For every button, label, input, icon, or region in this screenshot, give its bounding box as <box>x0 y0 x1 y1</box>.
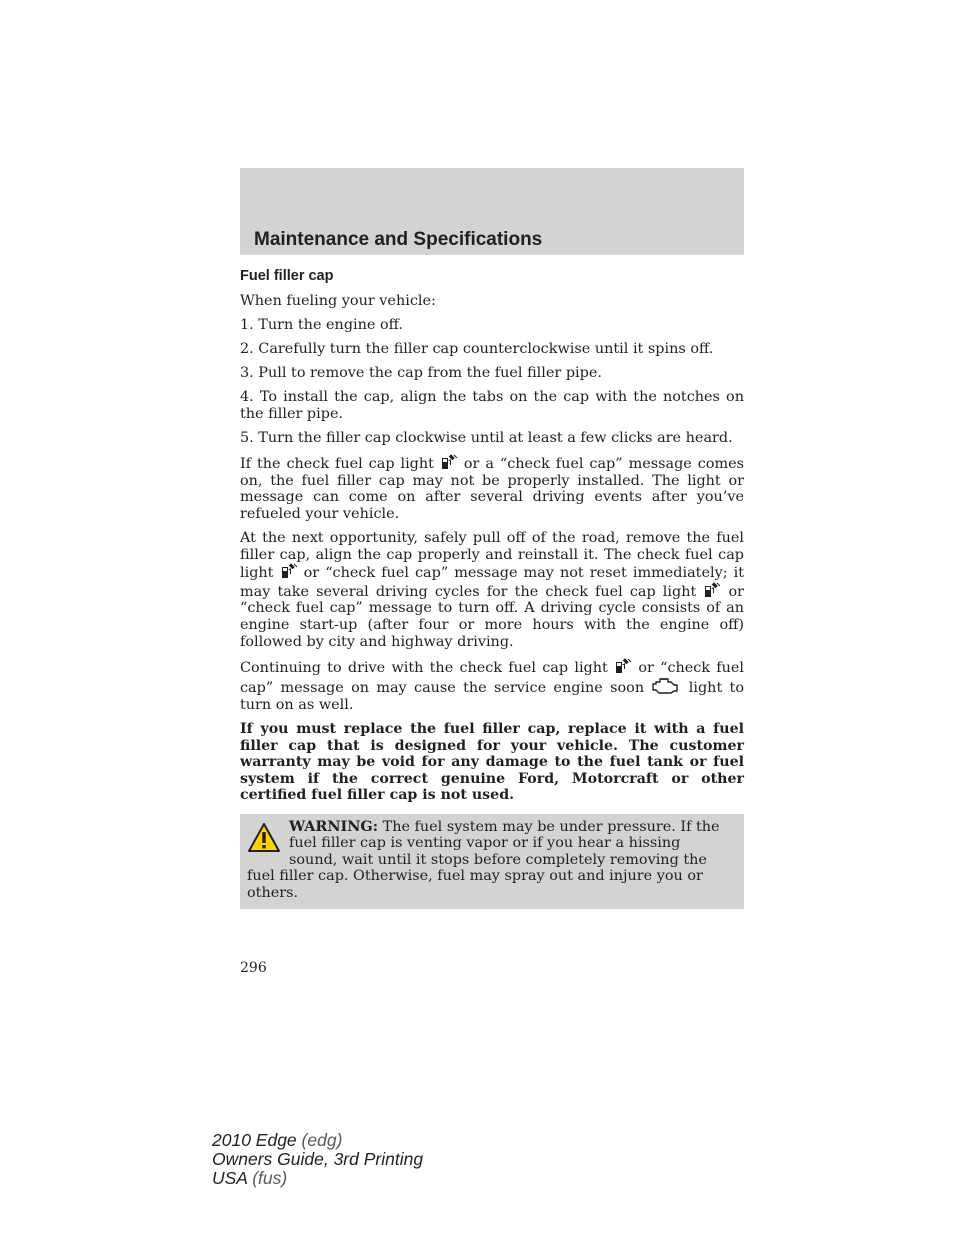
para1-part-b: or a “check fuel cap” message comes on, the fuel filler cap may not be properly installed. The light or message can come on after several driving events after you’ve refueled your vehicle. <box>240 456 745 522</box>
para2-part-b: or “check fuel cap” message may not reset immediately; it may take several driving cycles for the check fuel cap light <box>240 565 745 600</box>
warning-box <box>240 814 744 909</box>
check-fuel-cap-icon <box>614 658 632 674</box>
intro-text: When fueling your vehicle: <box>240 293 436 309</box>
footer-line-1: 2010 Edge (edg) <box>212 1130 343 1150</box>
footer-line-3: USA (fus) <box>212 1168 288 1188</box>
para2-part-a: At the next opportunity, safely pull off of the road, remove the fuel filler cap, align the cap properly and reinstall it. The check fuel cap light <box>240 530 744 582</box>
reset-paragraph <box>240 530 744 650</box>
check-fuel-cap-icon <box>703 582 721 598</box>
step-2: 2. Carefully turn the filler cap counterclockwise until it spins off. <box>240 341 714 358</box>
check-fuel-cap-icon <box>280 563 298 579</box>
chapter-title: Maintenance and Specifications <box>254 229 543 250</box>
section-heading: Fuel filler cap <box>240 268 334 284</box>
warning-triangle-icon <box>247 822 281 856</box>
check-fuel-cap-paragraph <box>240 454 744 522</box>
para3-part-a: Continuing to drive with the check fuel cap light <box>240 659 608 676</box>
continuing-paragraph <box>240 658 744 714</box>
replacement-note: If you must replace the fuel filler cap, replace it with a fuel filler cap that is designed for your vehicle. The customer warranty may be void for any damage to the fuel tank or fuel system if the correct genuine Ford, Motorcraft or other certified fuel filler cap is not used. <box>240 720 744 804</box>
section-header-band <box>240 168 744 255</box>
para1-part-a: If the check fuel cap light <box>240 456 434 473</box>
warning-text: The fuel system may be under pressure. If the fuel filler cap is venting vapor or if you hear a hissing sound, wait until it stops before completely removing the fuel filler cap. Otherwise, fuel may spray out and injure you or others. <box>247 818 720 901</box>
check-fuel-cap-icon <box>440 454 458 470</box>
step-1: 1. Turn the engine off. <box>240 317 403 334</box>
para3-part-b: or “check fuel cap” message on may cause the service engine soon <box>240 659 745 697</box>
step-4: 4. To install the cap, align the tabs on the cap with the notches on the filler pipe. <box>240 389 744 422</box>
para2-part-c: or “check fuel cap” message to turn off. A driving cycle consists of an engine start-up (after four or more hours with the engine off) followed by city and highway driving. <box>240 583 745 650</box>
step-5: 5. Turn the filler cap clockwise until at least a few clicks are heard. <box>240 430 733 447</box>
document-footer <box>212 1131 423 1188</box>
warning-label: WARNING: <box>289 817 379 835</box>
page-number: 296 <box>240 960 267 976</box>
step-3: 3. Pull to remove the cap from the fuel filler pipe. <box>240 365 602 382</box>
service-engine-soon-icon <box>651 676 681 694</box>
page-content <box>240 267 744 909</box>
footer-line-2: Owners Guide, 3rd Printing <box>212 1149 424 1169</box>
para3-part-c: light to turn on as well. <box>240 680 744 713</box>
